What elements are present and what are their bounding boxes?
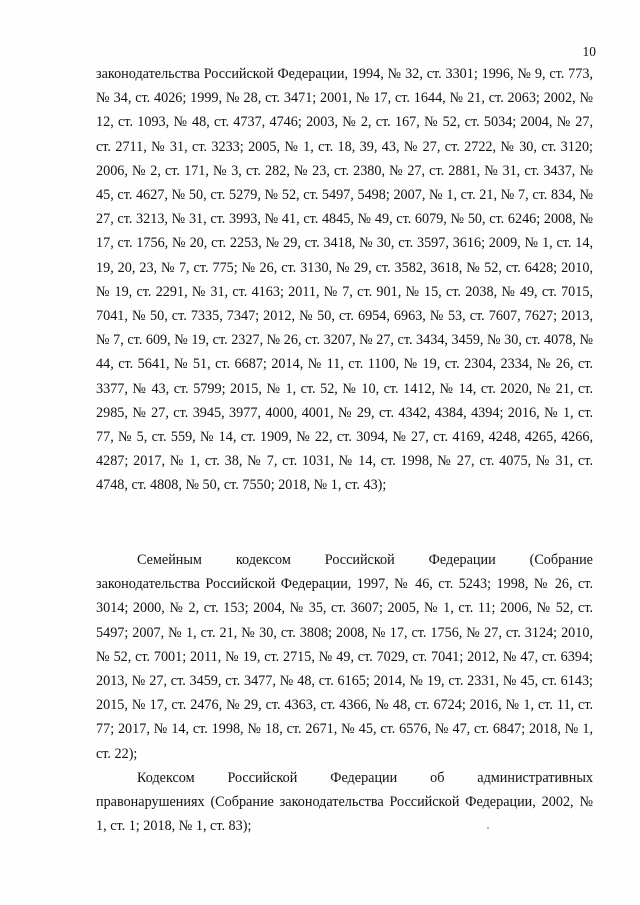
first-line-word: (Собрание xyxy=(529,552,593,568)
page-number: 10 xyxy=(582,44,596,59)
first-line-word: Кодексом xyxy=(137,770,195,786)
scan-speck xyxy=(487,827,489,829)
first-line-word: Федерации xyxy=(428,552,496,568)
paragraph-text: законодательства Российской Федерации, 1997, № 46, ст. 5243; 1998, № 26, ст. 3014; 2000, № 2, ст. 153; 2004, № 35, ст. 3607; 2005, № 1, ст. 11; 2006, № 52, ст. 5497; 2007, № 1, ст. 21, № 30, ст. 3808; 2008, № 17, ст. 1756, № 27, ст. 3124; 2010, № 52, ст. 7001; 2011, № 19, ст. 2715, № 49, ст. 7029, ст. 7041; 2012, № 47, ст. 6394; 2013, № 27, ст. 3459, ст. 3477, № 48, ст. 6165; 2014, № 19, ст. 2331, № 45, ст. 6143; 2015, № 17, ст. 2476, № 29, ст. 4363, ст. 4366, № 48, ст. 6724; 2016, № 1, ст. 11, ст. 77; 2017, № 14, ст. 1998, № 18, ст. 2671, № 45, ст. 6576, № 47, ст. 6847; 2018, № 1, ст. 22); xyxy=(96,576,593,762)
paragraph-text: правонарушениях (Собрание законодательства Российской Федерации, 2002, № 1, ст. 1; 2018, № 1, ст. 83); xyxy=(96,794,593,835)
paragraph-first-line xyxy=(96,548,593,572)
first-line-word: кодексом xyxy=(235,552,291,568)
first-line-word: Семейным xyxy=(137,552,202,568)
paragraph-civil-code-continuation xyxy=(96,62,593,498)
paragraph-first-line xyxy=(96,766,593,790)
paragraph-administrative-code xyxy=(96,766,593,839)
first-line-word: об xyxy=(430,770,445,786)
paragraph-text: законодательства Российской Федерации, 1994, № 32, ст. 3301; 1996, № 9, ст. 773, № 34, ст. 4026; 1999, № 28, ст. 3471; 2001, № 17, ст. 1644, № 21, ст. 2063; 2002, № 12, ст. 1093, № 48, ст. 4737, 4746; 2003, № 2, ст. 167, № 52, ст. 5034; 2004, № 27, ст. 2711, № 31, ст. 3233; 2005, № 1, ст. 18, 39, 43, № 27, ст. 2722, № 30, ст. 3120; 2006, № 2, ст. 171, № 3, ст. 282, № 23, ст. 2380, № 27, ст. 2881, № 31, ст. 3437, № 45, ст. 4627, № 50, ст. 5279, № 52, ст. 5497, 5498; 2007, № 1, ст. 21, № 7, ст. 834, № 27, ст. 3213, № 31, ст. 3993, № 41, ст. 4845, № 49, ст. 6079, № 50, ст. 6246; 2008, № 17, ст. 1756, № 20, ст. 2253, № 29, ст. 3418, № 30, ст. 3597, 3616; 2009, № 1, ст. 14, 19, 20, 23, № 7, ст. 775; № 26, ст. 3130, № 29, ст. 3582, 3618, № 52, ст. 6428; 2010, № 19, ст. 2291, № 31, ст. 4163; 2011, № 7, ст. 901, № 15, ст. 2038, № 49, ст. 7015, 7041, № 50, ст. 7335, 7347; 2012, № 50, ст. 6954, 6963, № 53, ст. 7607, 7627; 2013, № 7, ст. 609, № 19, ст. 2327, № 26, ст. 3207, № 27, ст. 3434, 3459, № 30, ст. 4078, № 44, ст. 5641, № 51, ст. 6687; 2014, № 11, ст. 1100, № 19, ст. 2304, 2334, № 26, ст. 3377, № 43, ст. 5799; 2015, № 1, ст. 52, № 10, ст. 1412, № 14, ст. 2020, № 21, ст. 2985, № 27, ст. 3945, 3977, 4000, 4001, № 29, ст. 4342, 4384, 4394; 2016, № 1, ст. 77, № 5, ст. 559, № 14, ст. 1909, № 22, ст. 3094, № 27, ст. 4169, 4248, 4265, 4266, 4287; 2017, № 1, ст. 38, № 7, ст. 1031, № 14, ст. 1998, № 27, ст. 4075, № 31, ст. 4748, ст. 4808, № 50, ст. 7550; 2018, № 1, ст. 43); xyxy=(96,66,593,494)
first-line-word: Российской xyxy=(324,552,395,568)
first-line-word: Федерации xyxy=(330,770,398,786)
first-line-word: административных xyxy=(477,770,593,786)
first-line-word: Российской xyxy=(227,770,298,786)
paragraph-family-code xyxy=(96,548,593,766)
